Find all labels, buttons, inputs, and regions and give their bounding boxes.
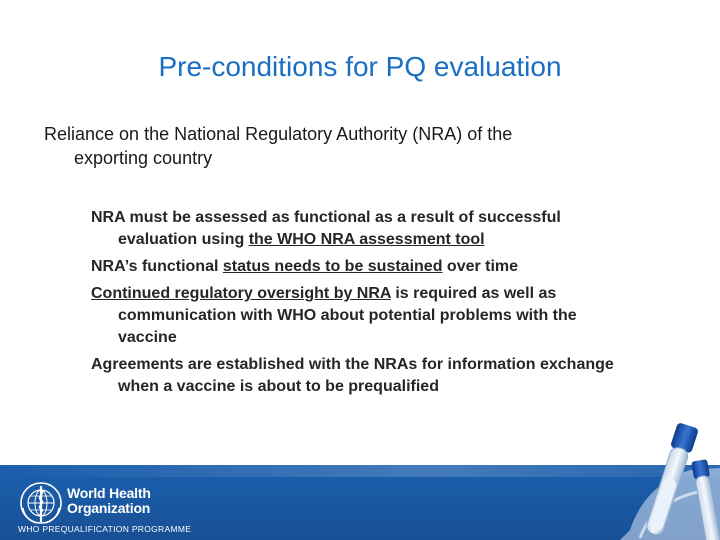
main-bullet-line2: exporting country — [74, 148, 213, 168]
sub-bullet-2-text: NRA’s functional — [91, 258, 223, 275]
sub-bullet-1-underlined: the WHO NRA assessment tool — [248, 231, 485, 248]
who-emblem-icon — [18, 480, 64, 526]
sub-bullet-4-line1: Agreements are established with the NRAs for information exchange — [91, 356, 614, 373]
sub-bullet-1-text: evaluation using — [118, 231, 249, 248]
vaccine-vial-icon — [600, 420, 720, 540]
main-bullet-line1: Reliance on the National Regulatory Authority (NRA) of the — [44, 124, 513, 144]
sub-bullet-1 — [91, 207, 711, 251]
sub-bullet-3-underlined: Continued regulatory oversight by NRA — [91, 285, 391, 302]
sub-bullet-3-line3: vaccine — [118, 329, 177, 346]
sub-bullet-1-line2 — [91, 229, 711, 251]
sub-bullet-list — [91, 207, 711, 403]
sub-bullet-2 — [91, 256, 711, 278]
sub-bullet-2-end: over time — [442, 258, 519, 275]
sub-bullet-4 — [91, 354, 711, 398]
slide-title: Pre-conditions for PQ evaluation — [158, 51, 562, 82]
sub-bullet-3-line1 — [91, 283, 711, 305]
sub-bullet-3-line2: communication with WHO about potential problems with the — [118, 307, 577, 324]
sub-bullet-2-underlined: status needs to be sustained — [222, 258, 443, 275]
main-bullet — [44, 122, 684, 170]
org-name — [67, 486, 151, 516]
programme-label: WHO PREQUALIFICATION PROGRAMME — [18, 524, 192, 534]
sub-bullet-3 — [91, 283, 711, 349]
sub-bullet-1-line1: NRA must be assessed as functional as a result of successful — [91, 209, 561, 226]
sub-bullet-4-line2: when a vaccine is about to be prequalified — [118, 378, 439, 395]
org-name-line1: World Health — [67, 485, 151, 501]
sub-bullet-2-line1 — [91, 256, 711, 278]
org-name-line2: Organization — [67, 500, 151, 516]
sub-bullet-3-end: is required as well as — [390, 285, 557, 302]
